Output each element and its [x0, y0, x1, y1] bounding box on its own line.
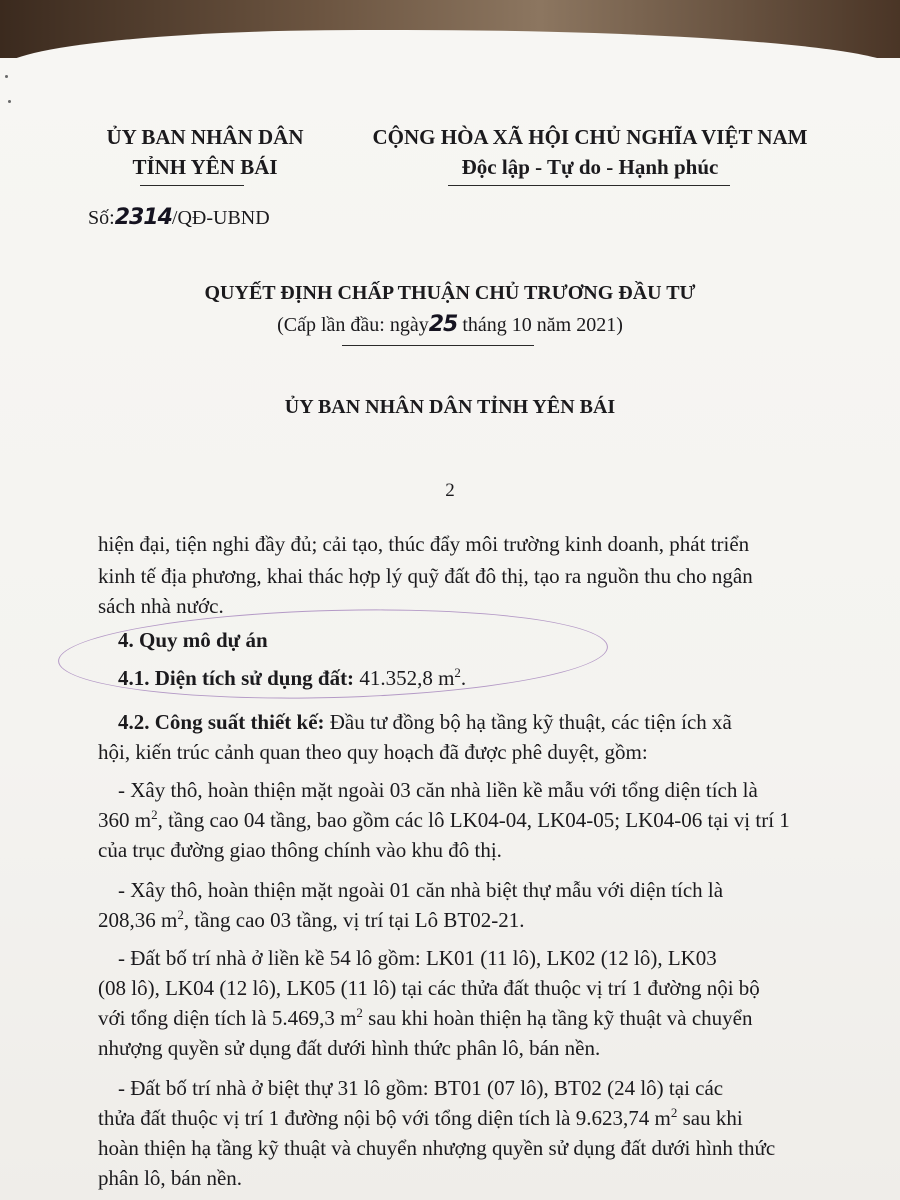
number-suffix: /QĐ-UBND: [171, 207, 270, 229]
section-4-heading: 4. Quy mô dự án: [118, 628, 268, 652]
item-3-area: với tổng diện tích là 5.469,3 m: [98, 1006, 357, 1030]
intro-line-3: sách nhà nước.: [98, 594, 224, 618]
item-2-area: 208,36 m: [98, 908, 178, 932]
intro-line-1: hiện đại, tiện nghi đầy đủ; cải tạo, thúc đẩy môi trường kinh doanh, phát triển: [98, 532, 750, 556]
item-2-rest: , tầng cao 03 tầng, vị trí tại Lô BT02-21.: [183, 908, 525, 932]
section-4-1: [118, 664, 848, 692]
item-3-line-4: nhượng quyền sử dụng đất dưới hình thức phân lô, bán nền.: [98, 1036, 601, 1060]
item-3-line-2: (08 lô), LK04 (12 lô), LK05 (11 lô) tại các thửa đất thuộc vị trí 1 đường nội bộ: [98, 976, 760, 1000]
item-1-rest: , tầng cao 04 tầng, bao gồm các lô LK04-04, LK04-05; LK04-06 tại vị trí 1: [157, 808, 790, 832]
item-4-line-1: - Đất bố trí nhà ở biệt thự 31 lô gồm: BT01 (07 lô), BT02 (24 lô) tại các: [118, 1076, 724, 1100]
item-4-line-3: hoàn thiện hạ tầng kỹ thuật và chuyển nhượng quyền sử dụng đất dưới hình thức: [98, 1136, 776, 1160]
title-underline: [342, 345, 534, 346]
paper-speck: [8, 100, 11, 103]
issue-date-line: [60, 312, 840, 337]
item-1-sup: 2: [151, 807, 158, 822]
item-1-area: 360 m: [98, 808, 152, 832]
item-2-line-1: - Xây thô, hoàn thiện mặt ngoài 01 căn nhà biệt thự mẫu với diện tích là: [118, 878, 724, 902]
paper-speck: [5, 75, 8, 78]
item-4-line-4: phân lô, bán nền.: [98, 1166, 243, 1190]
item-3-line-1: - Đất bố trí nhà ở liền kề 54 lô gồm: LK01 (11 lô), LK02 (12 lô), LK03: [118, 946, 717, 970]
issuer-line-2: TỈNH YÊN BÁI: [132, 155, 278, 179]
item-1-line-3: của trục đường giao thông chính vào khu đô thị.: [98, 838, 502, 862]
issue-date-prefix: (Cấp lần đầu: ngày: [277, 314, 429, 336]
item-3-rest: sau khi hoàn thiện hạ tầng kỹ thuật và chuyển: [362, 1006, 753, 1030]
number-prefix: Số:: [88, 207, 115, 229]
item-2-sup: 2: [177, 907, 184, 922]
item-1-line-1: - Xây thô, hoàn thiện mặt ngoài 03 căn nhà liền kề mẫu với tổng diện tích là: [118, 778, 758, 802]
handwritten-day: 25: [428, 312, 458, 337]
intro-line-2: kinh tế địa phương, khai thác hợp lý quỹ đất đô thị, tạo ra nguồn thu cho ngân: [98, 564, 753, 588]
item-4-area: thửa đất thuộc vị trí 1 đường nội bộ với tổng diện tích là 9.623,74 m: [98, 1106, 671, 1130]
national-motto: Độc lập - Tự do - Hạnh phúc: [461, 155, 719, 179]
item-2-line-2: [98, 906, 828, 934]
document-number: [88, 205, 270, 230]
item-1-line-2: [98, 806, 828, 834]
capacity-text: Đầu tư đồng bộ hạ tầng kỹ thuật, các tiện ích xã: [324, 710, 732, 734]
issuer-header: [60, 122, 350, 182]
national-header: [360, 122, 820, 182]
item-3-line-3: [98, 1004, 828, 1032]
issuer-underline: [140, 185, 244, 186]
capacity-label: 4.2. Công suất thiết kế:: [118, 710, 325, 734]
document-title: QUYẾT ĐỊNH CHẤP THUẬN CHỦ TRƯƠNG ĐẦU TƯ: [204, 282, 696, 304]
item-3-sup: 2: [356, 1005, 363, 1020]
national-title: CỘNG HÒA XÃ HỘI CHỦ NGHĨA VIỆT NAM: [372, 125, 808, 149]
item-4-line-2: [98, 1104, 828, 1132]
land-area-label: 4.1. Diện tích sử dụng đất:: [118, 666, 355, 690]
handwritten-number: 2314: [114, 205, 172, 230]
issuing-body: ỦY BAN NHÂN DÂN TỈNH YÊN BÁI: [284, 396, 616, 418]
item-4-rest: sau khi: [677, 1106, 743, 1130]
section-4-2-line-1: [118, 708, 848, 736]
land-area-end: .: [460, 666, 467, 690]
issuer-line-1: ỦY BAN NHÂN DÂN: [106, 125, 304, 149]
land-area-value: 41.352,8 m: [354, 666, 455, 690]
land-area-unit-sup: 2: [454, 665, 461, 680]
item-4-sup: 2: [670, 1105, 678, 1120]
motto-underline: [448, 185, 730, 186]
page-number: 2: [445, 480, 455, 501]
issue-date-suffix: tháng 10 năm 2021): [457, 314, 623, 336]
section-4-2-line-2: hội, kiến trúc cảnh quan theo quy hoạch đã được phê duyệt, gồm:: [98, 740, 648, 764]
